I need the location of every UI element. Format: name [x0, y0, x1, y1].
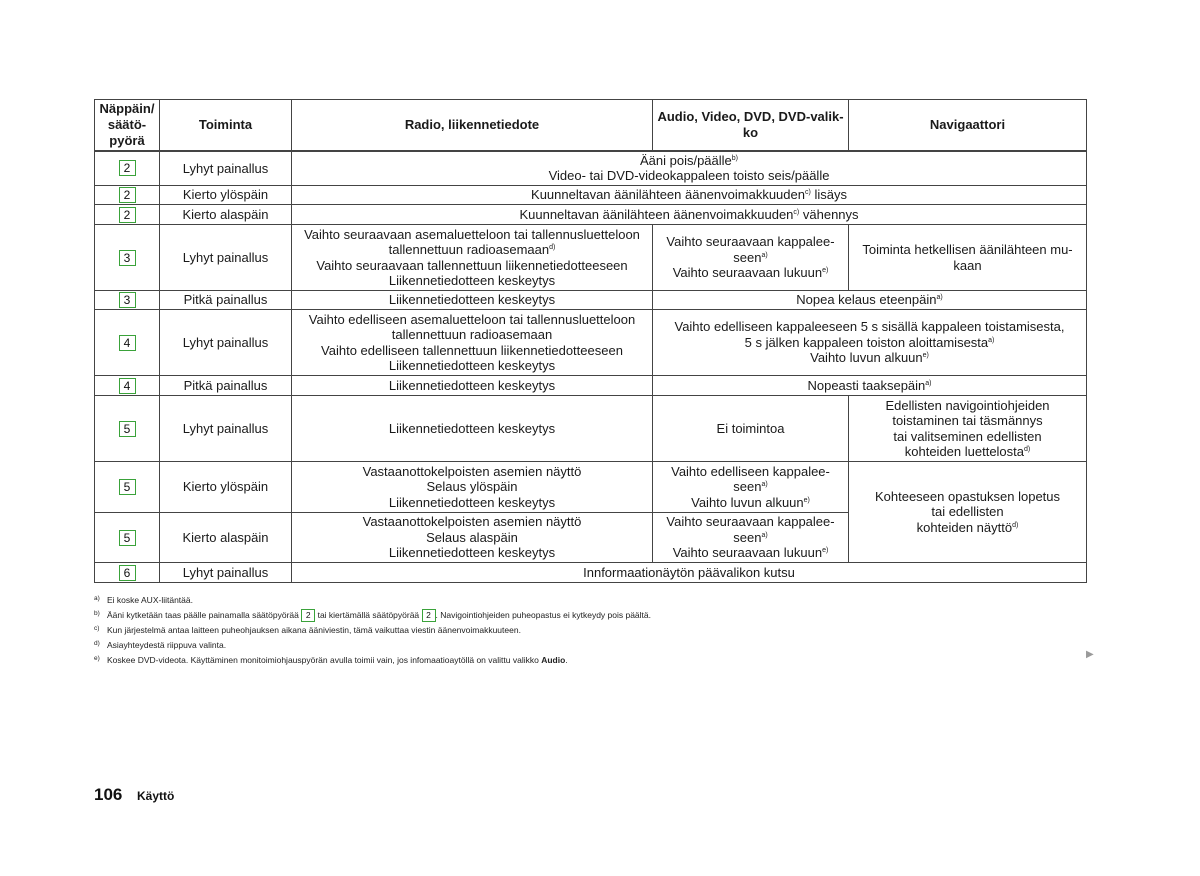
cell-text: seen — [733, 529, 762, 545]
radio-cell — [292, 310, 653, 376]
nav-cell — [849, 396, 1087, 462]
footnote-menu-name: Audio — [541, 655, 566, 665]
page-number: 106 — [94, 785, 123, 804]
cell-line — [296, 168, 1082, 184]
key-cell — [95, 376, 160, 396]
key-badge: 2 — [119, 160, 136, 176]
key-cell — [95, 151, 160, 186]
footnote-ref: e) — [822, 267, 829, 275]
cell-line — [657, 530, 844, 546]
footnote-ref: d) — [1024, 446, 1031, 453]
table-row — [95, 205, 1087, 225]
cell-text: Vaihto luvun alkuun — [691, 494, 804, 510]
footnote — [94, 652, 1094, 667]
cell-text: Kohteeseen opastuksen lopetus — [874, 488, 1061, 504]
cell-text: Vaihto seuraavaan kappalee- — [666, 234, 835, 250]
cell-text: Nopeasti taaksepäin — [807, 377, 926, 393]
key-cell — [95, 513, 160, 563]
cell-text: Toiminta hetkellisen äänilähteen mu- — [862, 242, 1073, 257]
cell-text: Vaihto edelliseen tallennettuun liikennetiedotteeseen — [321, 342, 623, 358]
footnote — [94, 607, 1094, 622]
cell-text: Vaihto seuraavaan lukuun — [672, 545, 823, 561]
radio-cell: Liikennetiedotteen keskeytys — [292, 376, 653, 396]
footnote-text: Koskee DVD-videota. Käyttäminen monitoimiohjauspyörän avulla toimii vain, jos infomaatioaytöllä on valittu valikko — [107, 655, 542, 665]
footnote-text: Ei koske AUX-liitäntää. — [107, 595, 193, 605]
cell-line — [296, 258, 648, 274]
cell-text: Vaihto luvun alkuun — [810, 350, 923, 366]
key-badge: 5 — [119, 530, 136, 546]
header-audio — [653, 100, 849, 151]
cell-text: Selaus ylöspäin — [426, 479, 518, 495]
cell-line — [657, 495, 844, 511]
key-cell — [95, 291, 160, 310]
cell-text: tai valitseminen edellisten — [893, 428, 1042, 444]
action-cell: Kierto alaspäin — [160, 205, 292, 225]
action-cell: Kierto alaspäin — [160, 513, 292, 563]
action-cell: Kierto ylöspäin — [160, 462, 292, 513]
header-nav: Navigaattori — [849, 100, 1087, 151]
controls-table — [94, 99, 1087, 583]
cell-text: Nopea kelaus eteenpäin — [796, 292, 937, 308]
cell-line — [296, 343, 648, 359]
audio-nav-cell — [653, 291, 1087, 310]
cell-line — [657, 514, 844, 530]
footnote-ref: c) — [793, 208, 800, 216]
header-radio: Radio, liikennetiedote — [292, 100, 653, 151]
cell-line — [296, 153, 1082, 169]
cell-text: seen — [733, 249, 762, 265]
cell-text: Selaus alaspäin — [426, 529, 518, 545]
cell-line — [296, 242, 648, 258]
header-key-line: säätö- — [107, 116, 147, 132]
cell-text: Vaihto edelliseen kappaleeseen 5 s sisällä kappaleen toistamisesta, — [674, 319, 1065, 335]
footnote-text: Kun järjestelmä antaa laitteen puheohjauksen aikana ääniviestin, tämä vaikuttaa viestin äänenvoimakkuuteen. — [107, 625, 521, 635]
footnote-text: Ääni kytketään taas päälle painamalla säätöpyörää — [107, 610, 302, 620]
cell-text: Vaihto seuraavaan asemaluetteloon tai tallennusluetteloon — [304, 226, 640, 242]
cell-line — [657, 545, 844, 561]
cell-text: seen — [733, 479, 762, 495]
audio-nav-cell — [653, 376, 1087, 396]
key-badge: 2 — [422, 609, 436, 622]
cell-line — [657, 319, 1082, 335]
key-badge: 4 — [119, 335, 136, 351]
key-badge: 2 — [119, 207, 136, 223]
key-cell — [95, 396, 160, 462]
audio-cell — [653, 513, 849, 563]
cell-text: tallennettuun radioasemaan — [391, 327, 553, 342]
footnote-text: . Navigointiohjeiden puheopastus ei kytkeydy pois päältä. — [435, 610, 652, 620]
cell-text: Edellisten navigointiohjeiden — [885, 397, 1050, 413]
cell-line — [853, 413, 1082, 429]
cell-text: lisäys — [810, 187, 847, 203]
footnote-ref: e) — [922, 352, 929, 360]
merged-cell — [292, 151, 1087, 186]
cell-text: Liikennetiedotteen keskeytys — [388, 358, 556, 373]
key-badge: 4 — [119, 378, 136, 394]
cell-text: Liikennetiedotteen keskeytys — [388, 494, 556, 510]
footnote-ref: a) — [936, 294, 943, 302]
cell-text: Vaihto edelliseen kappalee- — [671, 463, 830, 479]
cell-line — [657, 464, 844, 480]
cell-line — [657, 335, 1082, 351]
cell-text: Vaihto edelliseen asemaluetteloon tai tallennusluetteloon — [308, 311, 636, 327]
cell-text: vähennys — [799, 206, 859, 222]
cell-line — [853, 429, 1082, 445]
footnote-ref: a) — [988, 336, 995, 344]
radio-cell: Liikennetiedotteen keskeytys — [292, 396, 653, 462]
cell-text: Vastaanottokelpoisten asemien näyttö — [362, 463, 582, 479]
footnote-ref: e) — [803, 496, 810, 504]
cell-text: Kuunneltavan äänilähteen äänenvoimakkuuden — [519, 206, 794, 222]
header-row — [95, 100, 1087, 151]
cell-text: kohteiden näyttö — [916, 519, 1013, 535]
key-cell — [95, 205, 160, 225]
cell-text: tai edellisten — [931, 504, 1004, 520]
key-cell — [95, 186, 160, 205]
footnote — [94, 592, 1094, 607]
table-row — [95, 563, 1087, 583]
footnote-ref: a) — [925, 379, 932, 387]
table-row — [95, 396, 1087, 462]
radio-cell — [292, 513, 653, 563]
table-row — [95, 310, 1087, 376]
key-cell — [95, 310, 160, 376]
key-badge: 3 — [119, 292, 136, 308]
footnote-mark: c) — [94, 625, 100, 632]
key-cell — [95, 563, 160, 583]
table-row — [95, 186, 1087, 205]
cell-text: Ääni pois/päälle — [639, 152, 732, 168]
radio-cell — [292, 225, 653, 291]
cell-line — [296, 358, 648, 374]
audio-cell — [653, 225, 849, 291]
footnote-ref: c) — [804, 189, 811, 197]
cell-text: Kuunneltavan äänilähteen äänenvoimakkuuden — [531, 187, 805, 203]
cell-text: 5 s jälken kappaleen toiston aloittamisesta — [744, 334, 989, 350]
cell-text: Liikennetiedotteen keskeytys — [388, 545, 556, 561]
header-action: Toiminta — [160, 100, 292, 151]
header-audio-line: ko — [742, 124, 759, 140]
cell-text: Video- tai DVD-videokappaleen toisto seis/päälle — [548, 168, 830, 184]
merged-cell — [292, 186, 1087, 205]
footnote-ref: b) — [731, 154, 739, 162]
footnote-text: tai kiertämällä säätöpyörää — [315, 610, 422, 620]
table-row — [95, 462, 1087, 513]
footnotes — [94, 592, 1094, 667]
audio-cell: Ei toimintoa — [653, 396, 849, 462]
audio-cell — [653, 462, 849, 513]
table-row — [95, 291, 1087, 310]
footnote — [94, 637, 1094, 652]
cell-line — [657, 350, 1082, 366]
cell-line — [296, 273, 648, 289]
nav-cell — [849, 225, 1087, 291]
action-cell: Pitkä painallus — [160, 376, 292, 396]
key-badge: 2 — [119, 187, 136, 203]
cell-line — [296, 327, 648, 343]
key-badge: 5 — [119, 479, 136, 495]
merged-cell: Innformaationäytön päävalikon kutsu — [292, 563, 1087, 583]
header-key — [95, 100, 160, 151]
header-key-line: pyörä — [109, 132, 145, 148]
action-cell: Lyhyt painallus — [160, 225, 292, 291]
key-badge: 2 — [301, 609, 315, 622]
footnote-ref: a) — [761, 251, 768, 259]
footnote-ref: d) — [1012, 521, 1019, 529]
cell-line — [657, 250, 844, 266]
cell-text: Vastaanottokelpoisten asemien näyttö — [362, 514, 582, 530]
controls-table-wrap — [94, 99, 1086, 583]
action-cell: Lyhyt painallus — [160, 151, 292, 186]
cell-text: Vaihto seuraavaan lukuun — [672, 265, 823, 281]
action-cell: Pitkä painallus — [160, 291, 292, 310]
key-cell — [95, 462, 160, 513]
nav-cell — [849, 462, 1087, 563]
radio-cell — [292, 462, 653, 513]
cell-line — [296, 227, 648, 243]
action-cell: Lyhyt painallus — [160, 563, 292, 583]
cell-text: Vaihto seuraavaan kappalee- — [666, 514, 835, 530]
footnote-ref: a) — [761, 481, 768, 489]
audio-nav-cell — [653, 310, 1087, 376]
key-badge: 6 — [119, 565, 136, 581]
cell-text: toistaminen tai täsmännys — [892, 413, 1043, 428]
cell-text: kaan — [953, 257, 982, 273]
cell-line — [853, 520, 1082, 536]
section-label: Käyttö — [137, 789, 175, 803]
cell-line — [657, 479, 844, 495]
footnote-ref: a) — [761, 531, 768, 539]
action-cell: Lyhyt painallus — [160, 310, 292, 376]
key-cell — [95, 225, 160, 291]
table-row — [95, 151, 1087, 186]
footnote-mark: e) — [94, 655, 100, 662]
footnote-ref: e) — [822, 547, 829, 555]
key-badge: 5 — [119, 421, 136, 437]
cell-line — [853, 489, 1082, 505]
cell-text: kohteiden luettelosta — [904, 444, 1025, 459]
table-row — [95, 225, 1087, 291]
continue-arrow-icon: ▶ — [1086, 649, 1094, 660]
action-cell: Lyhyt painallus — [160, 396, 292, 462]
cell-line — [853, 444, 1082, 460]
footnote-mark: a) — [94, 595, 100, 602]
radio-cell: Liikennetiedotteen keskeytys — [292, 291, 653, 310]
cell-line — [853, 504, 1082, 520]
cell-text: Liikennetiedotteen keskeytys — [388, 273, 556, 288]
cell-line — [657, 265, 844, 281]
cell-text: Vaihto seuraavaan tallennettuun liikennetiedotteeseen — [316, 257, 628, 273]
footnote-mark: d) — [94, 640, 100, 647]
cell-line — [853, 398, 1082, 414]
cell-line — [657, 234, 844, 250]
footnote — [94, 622, 1094, 637]
footnote-text: . — [565, 655, 568, 665]
footnote-text: Asiayhteydestä riippuva valinta. — [107, 640, 227, 650]
header-key-line: Näppäin/ — [99, 100, 155, 116]
footnote-ref: d) — [549, 244, 556, 251]
key-badge: 3 — [119, 250, 136, 266]
header-audio-line: Audio, Video, DVD, DVD-valik- — [657, 108, 844, 124]
merged-cell — [292, 205, 1087, 225]
cell-line — [296, 312, 648, 328]
footnote-mark: b) — [94, 610, 100, 617]
action-cell: Kierto ylöspäin — [160, 186, 292, 205]
table-row — [95, 376, 1087, 396]
cell-text: tallennettuun radioasemaan — [388, 242, 550, 257]
